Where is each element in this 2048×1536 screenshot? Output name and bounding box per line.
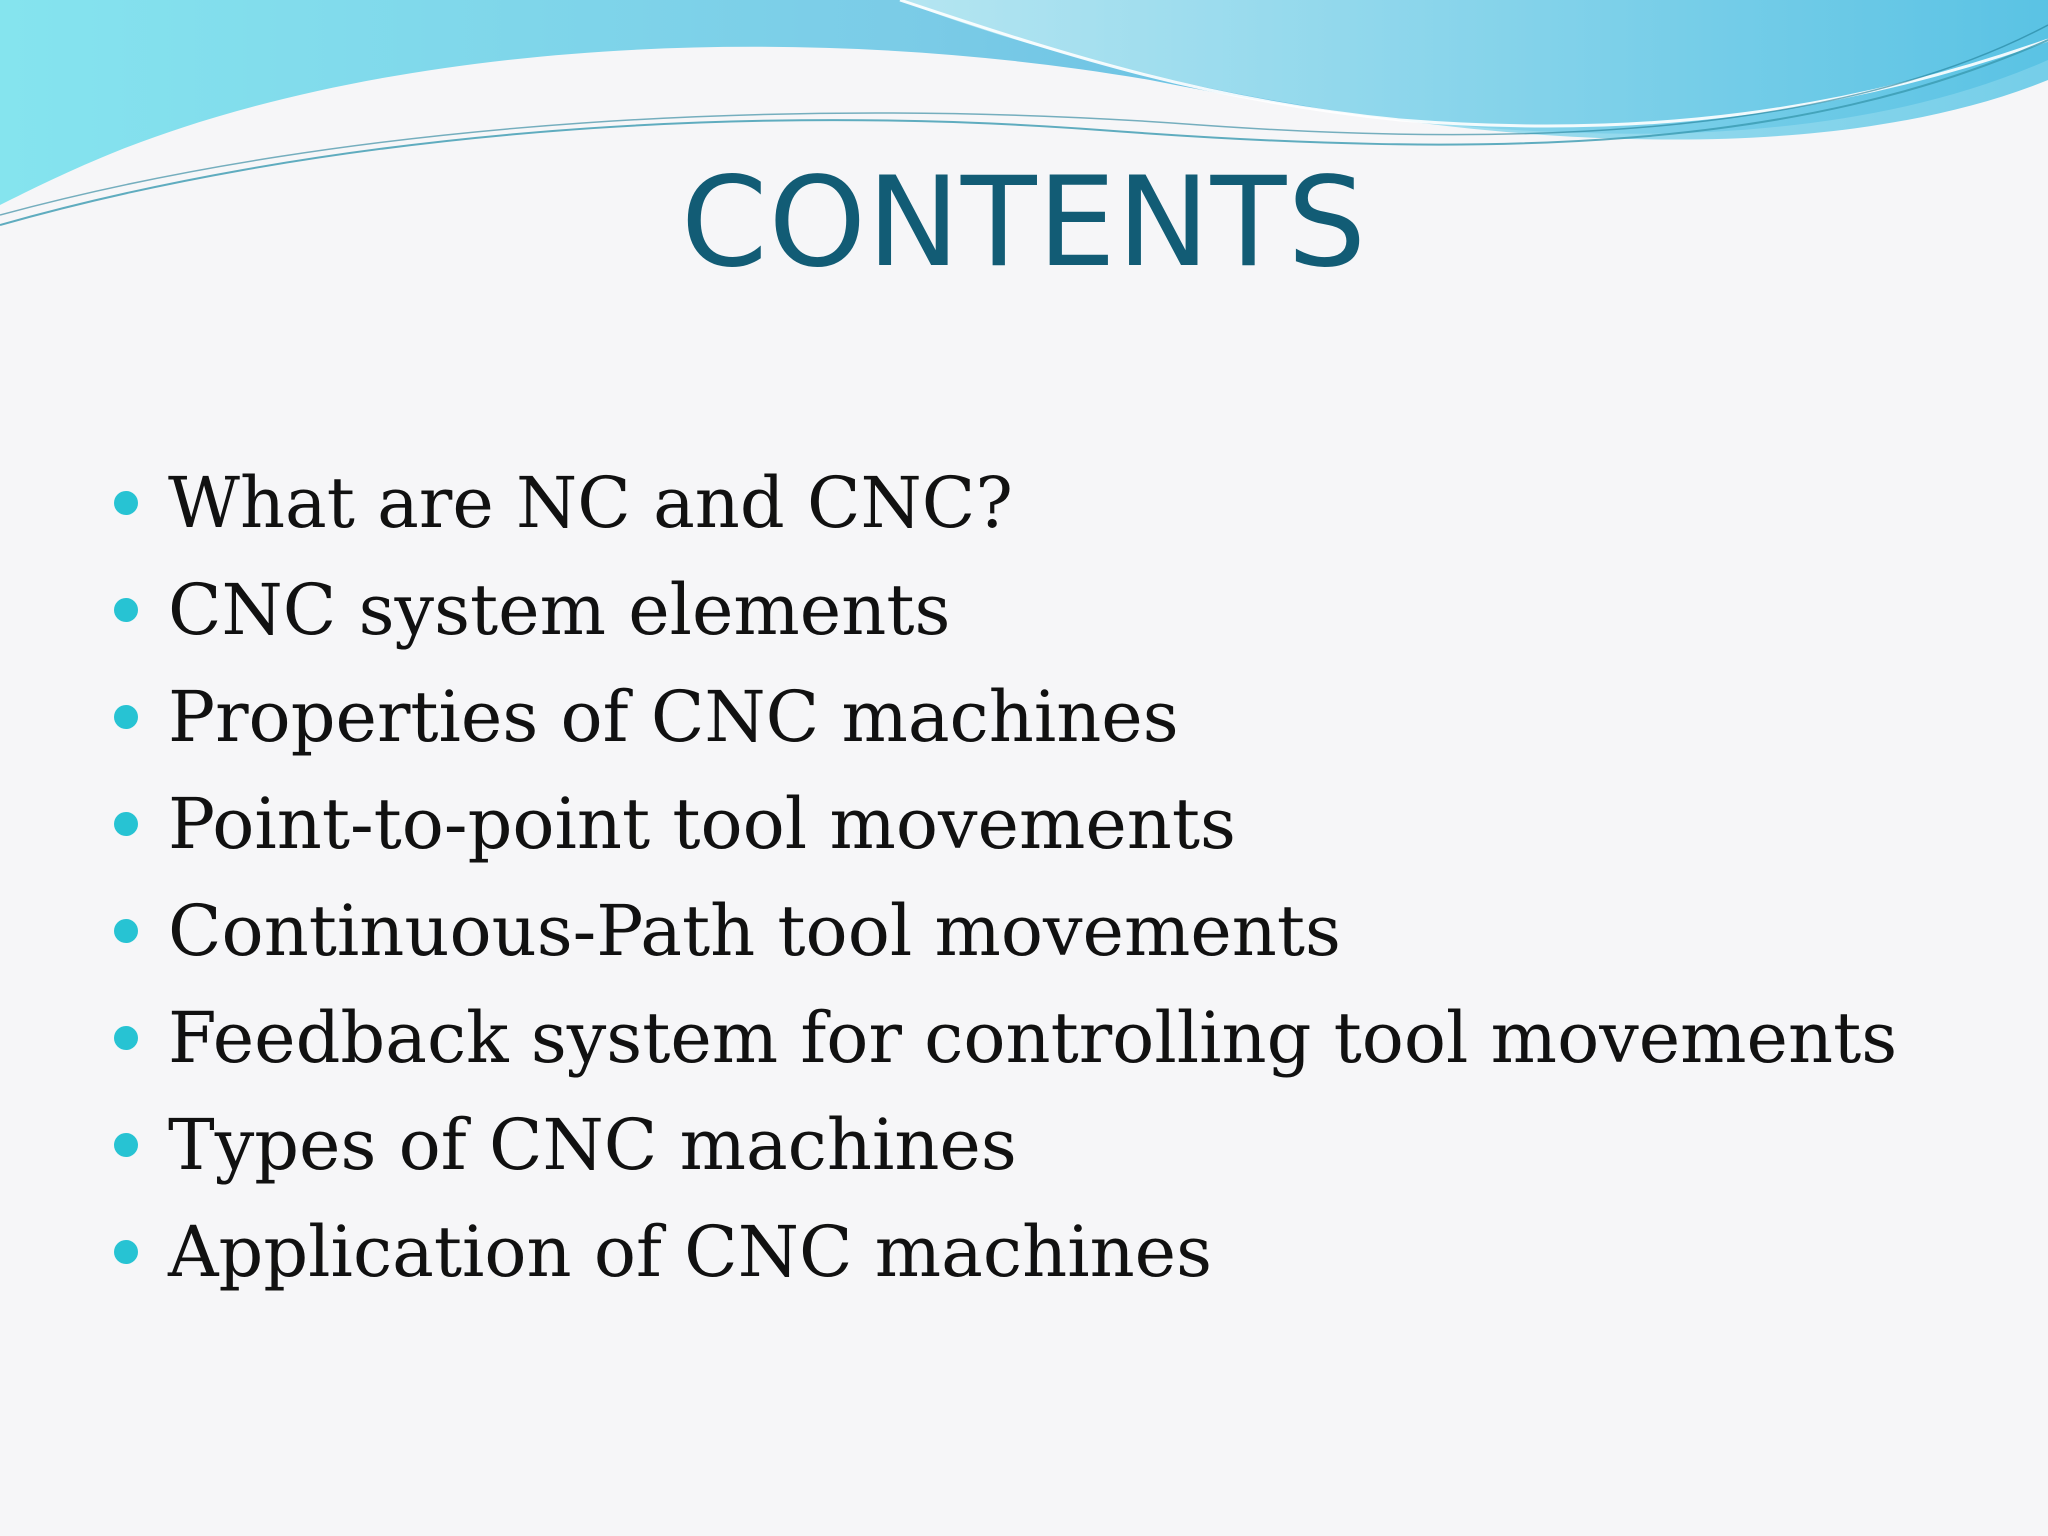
bullet-dot-icon [114, 598, 138, 622]
list-item-text: Application of CNC machines [168, 1211, 1213, 1293]
list-item [110, 1092, 1897, 1199]
slide-title: CONTENTS [680, 151, 1368, 295]
list-item [110, 771, 1897, 878]
list-item-text: CNC system elements [168, 569, 951, 651]
list-item [110, 985, 1897, 1092]
list-item [110, 1199, 1897, 1306]
list-item [110, 878, 1897, 985]
list-item-text: Continuous-Path tool movements [168, 890, 1341, 972]
bullet-dot-icon [114, 1240, 138, 1264]
bullet-dot-icon [114, 491, 138, 515]
bullet-dot-icon [114, 705, 138, 729]
list-item [110, 557, 1897, 664]
list-item [110, 664, 1897, 771]
list-item [110, 450, 1897, 557]
list-item-text: Point-to-point tool movements [168, 783, 1236, 865]
list-item-text: Properties of CNC machines [168, 676, 1179, 758]
bullet-dot-icon [114, 919, 138, 943]
contents-list [110, 450, 1897, 1306]
bullet-dot-icon [114, 812, 138, 836]
bullet-dot-icon [114, 1026, 138, 1050]
list-item-text: What are NC and CNC? [168, 462, 1013, 544]
bullet-dot-icon [114, 1133, 138, 1157]
list-item-text: Types of CNC machines [168, 1104, 1017, 1186]
list-item-text: Feedback system for controlling tool movements [168, 997, 1898, 1079]
